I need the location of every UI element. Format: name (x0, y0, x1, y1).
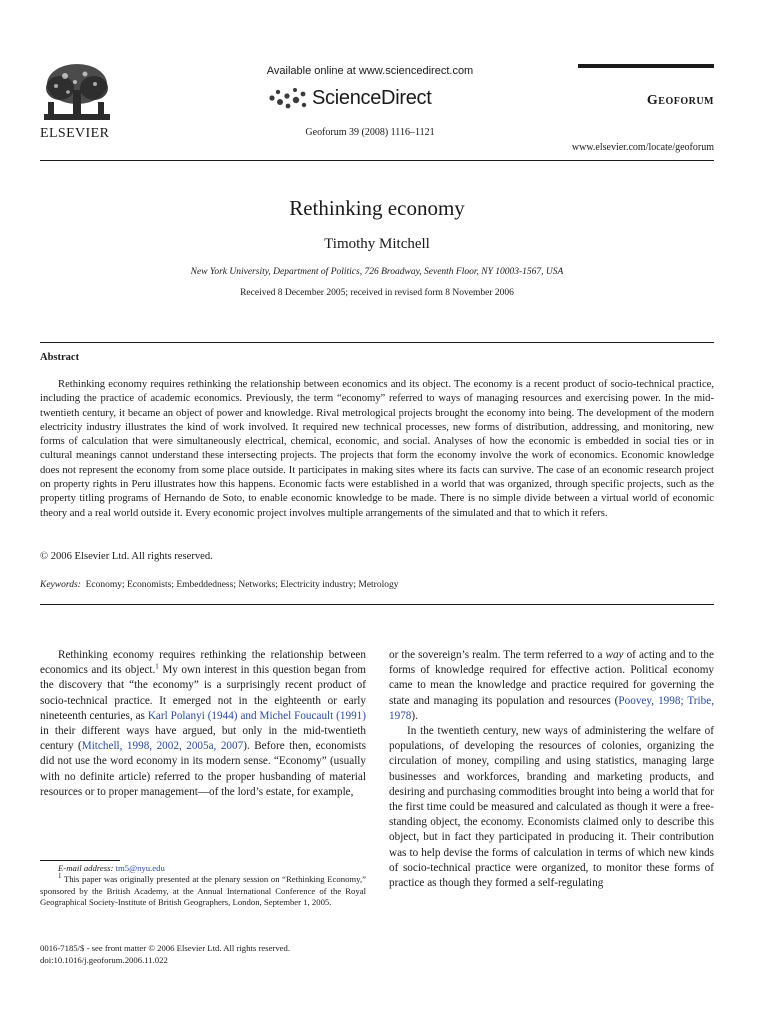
article-author: Timothy Mitchell (324, 236, 430, 252)
publisher-name: ELSEVIER (40, 126, 110, 141)
email-link[interactable]: tm5@nyu.edu (115, 863, 165, 873)
emphasis: way (605, 649, 624, 661)
footnote-divider (40, 860, 120, 861)
abstract-bottom-divider (40, 604, 714, 605)
keywords-label: Keywords: (40, 580, 81, 590)
body-paragraph: In the twentieth century, new ways of administering the welfare of populations, of developing the resources of colonies, organizing the circulation of money, compiling and using statistics, managing large businesses and workforces, branding and marketing products, and desiring and purchasing commodities brought into being a world that for the first time could be measured and calculated as though it were a free-standing object, the economy. Economists claimed only to describe this object, but in fact they participated in producing it. Their contribution was to help devise the forms of calculation in terms of which new kinds of socio-technical practice were organized, to monitor these forms of practice as though they formed a self-regulating (389, 725, 714, 890)
journal-url[interactable]: www.elsevier.com/locate/geoforum (571, 142, 714, 153)
body-paragraph (389, 648, 714, 724)
available-online-text[interactable]: Available online at www.sciencedirect.com (266, 65, 474, 77)
issn-line: 0016-7185/$ - see front matter © 2006 Elsevier Ltd. All rights reserved. (40, 943, 291, 953)
footnote-1 (40, 874, 366, 908)
abstract-text: Rethinking economy requires rethinking the relationship between economics and its object. The economy is a recent product of socio-technical practice, including the practice of academic economics. Previously, the term “economy” referred to ways of managing resources and exercising power. In the mid-twentieth century, it became an object of power and knowledge. Rival metrological projects brought the economy into being. The development of the modern electricity industry illustrates the kind of work involved. It required new technical processes, new forms of distribution, addressing, and monitoring, new forms of calculation that were simultaneously electrical, chemical, economic, and social. Analyses of how the economic is embedded in social ties or in cultural meanings cannot understand these intersecting projects. The projects that form the economy involve the work of economics. Economic knowledge does not represent the economy from some place outside. It participates in making sites where its facts can survive. The case of an economic research project on property rights in Peru illustrates how this happens. Economic facts were established in a world that was organized, through specific projects, such as the property titling programs of Hernando de Soto, to enable economic knowledge to be made. There is no simple divide between a virtual world of economic theory and a real world outside it. Every economic project involves multiple arrangements of the simulated and that to which it refers. (40, 379, 714, 519)
email-footnote (40, 863, 366, 874)
citation-link[interactable]: Mitchell, 1998, 2002, 2005a, 2007 (81, 740, 244, 753)
journal-title: Geoforum (646, 93, 714, 108)
copyright-notice: © 2006 Elsevier Ltd. All rights reserved. (40, 551, 213, 562)
abstract-heading: Abstract (40, 352, 80, 363)
text-run: Rethinking economy requires rethinking the relationship between economics and its object. (40, 649, 366, 677)
citation-link[interactable]: Karl Polanyi (1944) and Michel Foucault (1991) (147, 709, 366, 722)
keywords-line (40, 580, 714, 590)
header-divider (40, 160, 714, 161)
body-column-left (40, 648, 366, 800)
received-dates: Received 8 December 2005; received in revised form 8 November 2006 (240, 288, 514, 298)
article-title: Rethinking economy (289, 196, 465, 220)
text-run: ). Before then, economists did not use the word economy in its modern sense. “Economy” (usually with no definite article) referred to the proper husbanding of material resources or to proper management—of the lord’s estate, for example, (40, 740, 366, 798)
keywords-list: Economy; Economists; Embeddedness; Networks; Electricity industry; Metrology (85, 580, 399, 590)
front-matter (40, 943, 380, 966)
doi-line[interactable]: doi:10.1016/j.geoforum.2006.11.022 (40, 954, 168, 965)
email-label: E-mail address: (58, 863, 114, 873)
journal-title-rule (578, 64, 714, 68)
text-run: ). (411, 709, 418, 722)
body-column-right (389, 648, 714, 891)
text-run: or the sovereign’s realm. The term referred to a (389, 649, 606, 661)
journal-reference: Geoforum 39 (2008) 1116–1121 (305, 127, 435, 138)
footnotes (40, 863, 366, 909)
text-run: of acting and to the forms of knowledge required for effective action. Political economy came to mean the knowledge and practice required for governing the state and managing its population and resources ( (389, 649, 714, 707)
text-run: My own interest in this question began from the discovery that “the economy” is a surprisingly recent product of socio-technical practice. It emerged not in the eighteenth or early nineteenth centuries, as (40, 664, 366, 722)
footnote-text: This paper was originally presented at the plenary session on “Rethinking Economy,” sponsored by the British Academy, at the Annual International Conference of the Royal Geographical Society-Institute of British Geographers, London, September 1, 2005. (40, 874, 366, 908)
text-run: in their different ways have argued, but only in the mid-twentieth century ( (40, 725, 366, 753)
author-affiliation: New York University, Department of Politics, 726 Broadway, Seventh Floor, NY 10003-1567, USA (190, 267, 564, 277)
citation-link[interactable]: Poovey, 1998; Tribe, 1978 (389, 694, 714, 722)
footnote-ref[interactable]: 1 (155, 662, 159, 671)
sciencedirect-wordmark: ScienceDirect (312, 87, 432, 109)
footnote-mark: 1 (58, 872, 62, 881)
abstract-top-divider (40, 342, 714, 343)
body-paragraph (40, 648, 366, 800)
